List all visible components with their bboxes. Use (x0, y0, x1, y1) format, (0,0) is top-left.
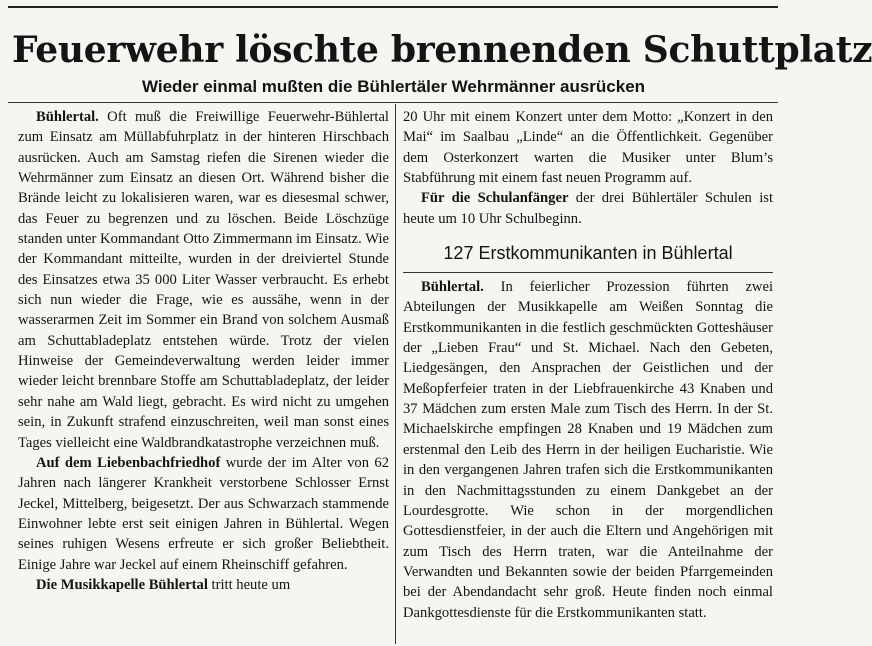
paragraph-lead: Bühlertal. (421, 279, 484, 296)
paragraph-lead: Für die Schulanfänger (421, 190, 569, 207)
subheadline: Wieder einmal mußten die Bühlertäler Wehrmänner ausrücken (141, 77, 646, 96)
paragraph-lead: Die Musikkapelle Bühlertal (36, 576, 208, 593)
column-divider (395, 104, 396, 644)
article-paragraph-communion (403, 277, 773, 623)
article-paragraph-concert (403, 107, 773, 188)
section-heading: 127 Erstkommunikanten in Bühlertal (443, 243, 733, 264)
paragraph-text: wurde der im Alter von 62 Jahren nach längerer Krankheit verstorbene Schlosser Ernst Jeckel, Mittelberg, beigesetzt. Der aus Schwarzach stammende Einwohner lebte erst seit einigen Jahren in Bühlertal. Wegen seines ruhigen Wesens erfreute er sich großer Beliebtheit. Einige Jahre war Jeckel auf einem Rheinschiff gefahren. (18, 454, 389, 573)
article-paragraph-school (403, 188, 773, 229)
right-column (403, 107, 773, 623)
paragraph-text: In feierlicher Prozession führten zwei Abteilungen der Musikkapelle am Weißen Sonntag die Erstkommunikanten in die festlich geschmückten Gotteshäuser der „Lieben Frau“ und St. Michael. Nach den Gebeten, Liedgesängen, den Ansprachen der Geistlichen und der Meßopferfeier traten in der Liebfrauenkirche 43 Knaben und 37 Mädchen zum ersten Male zum Tisch des Herrn. In der St. Michaelskirche empfingen 28 Knaben und 19 Mädchen zum erstenmal den Leib des Herrn in der heiligen Eucharistie. Wie in den vergangenen Jahren trafen sich die Erstkommunikanten in den Nachmittagsstunden zu einem Dankgebet an der Lourdesgrotte. Wie schon in der morgendlichen Gottesdienstfeier, in der auch die Eltern und Angehörigen mit zum Tisch des Herrn traten, war die Anteilnahme der Verwandten und Bekannten sowie der beiden Pfarrgemeinden bei der Abendandacht sehr groß. Heute finden noch einmal Dankgottesdienste für die Erstkommunikanten statt. (403, 279, 773, 621)
paragraph-text: der drei Bühlertäler Schulen ist heute um 10 Uhr Schulbeginn. (403, 190, 773, 227)
article-paragraph-fire (18, 107, 389, 453)
paragraph-lead: Bühlertal. (36, 109, 99, 125)
paragraph-text: tritt heute um (207, 576, 291, 593)
left-column (18, 107, 389, 595)
paragraph-lead: Auf dem Liebenbachfriedhof (36, 454, 221, 471)
article-paragraph-funeral (18, 453, 389, 575)
section-rule (403, 272, 773, 273)
paragraph-text: Oft muß die Freiwillige Feuerwehr-Bühlertal zum Einsatz am Müllabfuhrplatz in der hinteren Hirschbach ausrücken. Auch am Samstag riefen die Sirenen wieder die Wehrmänner zum Einsatz an diesen Ort. Während bisher die Brände leicht zu lokalisieren waren, war es diesesmal schwer, das Feuer zu begrenzen und zu löschen. Beide Löschzüge standen unter Kommandant Otto Zimmermann im Einsatz. Wie der Kommandant mitteilte, wurden in der dreiviertel Stunde des Einsatzes etwa 35 000 Liter Wasser verbraucht. Es erhebt sich nun wieder die Frage, wie es aussähe, wenn in der wasserarmen Zeit im Sommer ein Brand von solchem Ausmaß am Schuttabladeplatz entstehen würde. Trotz der vielen Hinweise der Gemeindeverwaltung werden leider immer wieder leicht brennbare Stoffe am Schuttabladeplatz, der leider sehr nahe am Wald liegt, gebracht. Es wird nicht zu umgehen sein, in Zukunft strafend einzuschreiten, weil man sonst eines Tages vielleicht eine Waldbrandkatastrophe verzeichnen muß. (18, 109, 389, 451)
headline: Feuerwehr löschte brennenden Schuttplatz (12, 29, 872, 71)
article-paragraph-music (18, 575, 389, 595)
paragraph-text: 20 Uhr mit einem Konzert unter dem Motto: „Konzert in den Mai“ im Saalbau „Linde“ an die Öffentlichkeit. Gegenüber dem Osterkonzert warten die Musiker unter Blum’s Stabführung mit einem fast neuen Programm auf. (403, 109, 773, 187)
headline-rule (8, 102, 778, 103)
top-rule (8, 6, 778, 8)
